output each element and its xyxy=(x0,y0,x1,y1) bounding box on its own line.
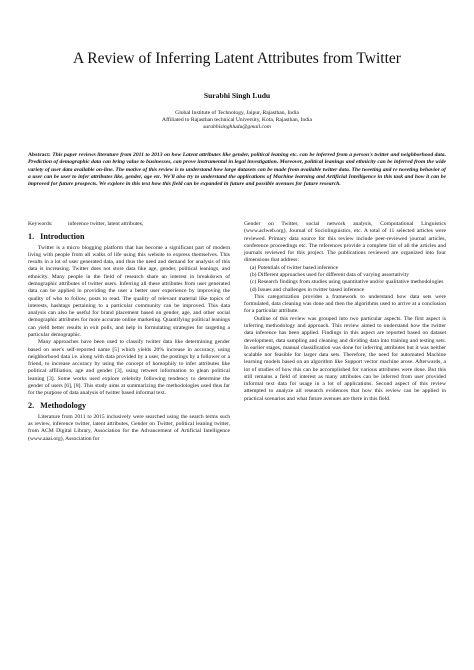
section-title: Introduction xyxy=(40,232,85,242)
abstract-text: This paper reviews literature from 2011 to 2013 on how Latent attributes like gender, political leaning etc. can be inferred from a person's twitter and neighborhood data. Prediction of demographic data can bring value to businesses, can prove instrumental in legal investigation. Moreover, political leanings and ethnicity can be inferred from the wide variety of user data available on-line. The motive of this review is to understand how large datasets can be made from available twitter data. The tweeting and re tweeting behavior of a user can be user to infer attributes like, gender, age etc. We'll also try to understand the applications of Machine learning and Artificial Intelligence in this task and how it can be improved for future prospects. We explore in this text how this field can be expanded in future and possible avenues for future research. xyxy=(28,152,447,188)
paper-title: A Review of Inferring Latent Attributes from Twitter xyxy=(73,50,401,67)
paragraph: Gender on Twitter, social network analysis, Computational Linguistics (www.aclweb.org), Journal of Sociolinguistics, etc. A total of 11 selected articles were reviewed. Primary data source for this review include peer-reviewed journal articles, conference proceedings etc. The references provide a complete list of all the articles and journals reviewed for this project. The publications reviewed are organized into four dimensions that address: xyxy=(244,221,446,264)
section-heading-methodology xyxy=(28,402,230,409)
section-title: Methodology xyxy=(40,401,87,411)
abstract xyxy=(28,152,446,188)
paragraph: Twitter is a micro blogging platform that has become a significant part of modern living with people from all walks of life using this website to express themselves. This results in a lot of user generated data, and thus the need and demand for analysis of this data is increasing. Twitter does not store data like age, gender, political leanings, and ethnicity. Many people in the field of research share an interest in breakdown of demographic attributes of twitter users. Inferring all these attributes from user generated data can be applied in providing the user a better user experience by improving the quality of who to follow, posts to read. The quality of relevant material like topics of interests, hashtags pertaining to a particular community can be improved. This data analysis can also be useful for brand placement based on gender, age, and other social demographic attributes for more accurate online marketing. Quantifying political leanings can yield better results in exit polls, and help in formulating strategies for targeting a particular demographic. xyxy=(28,244,230,338)
keywords-label: Keywords: xyxy=(28,221,53,227)
paragraph: This categorization provides a framework to understand how data sets were formulated, data cleaning was done and then the algorithms used to arrive at a conclusion for a particular attribute. xyxy=(244,293,446,315)
paragraph: Literature from 2011 to 2015 inclusively were searched using the search terms such as review, inference twitter, latent attributes, Gender on Twitter, political leaning twitter, from ACM Digital Library, Association for the Advancement of Artificial Intelligence (www.aaai.org), Association for xyxy=(28,413,230,442)
author-name: Surabhi Singh Ludu xyxy=(203,91,271,100)
affiliation-line-1: Global Institute of Technology, Jaipur, Rajasthan, India xyxy=(175,110,299,116)
keywords-line xyxy=(28,221,230,228)
author-email: surabhisinghludu@gmail.com xyxy=(203,124,271,131)
right-column xyxy=(244,221,446,403)
affiliation-block xyxy=(28,110,446,132)
list-item: (c) Research findings from studies using quantitative and/or qualitative methodologies xyxy=(250,279,444,286)
list-item: (d) Issues and challenges in twitter based inference xyxy=(250,286,365,293)
paragraph: Outline of this review was grouped into two particular aspects. The first aspect is inferring methodology and approach. This review aimed to understand how the twitter data inference has been applied. Findings in this aspect are reported based on dataset development, data sampling and cleaning and dividing data into training and testing sets. In earlier stages, manual classification was done for inferring attributes but it was neither scalable nor feasible for larger data sets. Therefore, the need for automated Machine learning models based on an algorithm like Support vector machine arose. Afterwards, a lot of studies of how this can be accomplished for various attributes were done. But this still remains a field of interest as many attributes can be inferred from user provided informal text data for usage in a lot of applications. Second aspect of this review attempted to analyze all research evidences that how this review can be applied in practical scenarios and what future avenues are there in this field. xyxy=(244,315,446,402)
abstract-label: Abstract: xyxy=(28,152,51,158)
section-number: 2. xyxy=(28,401,35,411)
section-number: 1. xyxy=(28,232,35,242)
list-item: (b) Different approaches used for different data of varying assortativity xyxy=(250,271,410,278)
list-item: (a) Potentials of twitter based inference xyxy=(250,264,339,271)
left-column xyxy=(28,221,230,443)
affiliation-line-2: Affiliated to Rajasthan technical University, Kota, Rajasthan, India xyxy=(162,117,312,124)
section-heading-introduction xyxy=(28,233,230,240)
keywords-text: inference twitter, latent attributes, xyxy=(67,221,144,227)
paragraph: Many approaches have been used to classify twitter data like determining gender based on user's self-reported name [5] which yields 20% increase in accuracy, using neighborhood data i.e. along with data provided by a user, the postings by a follower or a friend, to increase accuracy by using the concept of homophily to infer attributes like political affiliation, age and gender [3], using retweet information to glean political leaning [3]. Some works used explore celebrity following tendency to determine the gender of users [6], [8]. This study aims at summarizing the methodologies used thus far for the purpose of data analysis of twitter based informal text. xyxy=(28,339,230,397)
